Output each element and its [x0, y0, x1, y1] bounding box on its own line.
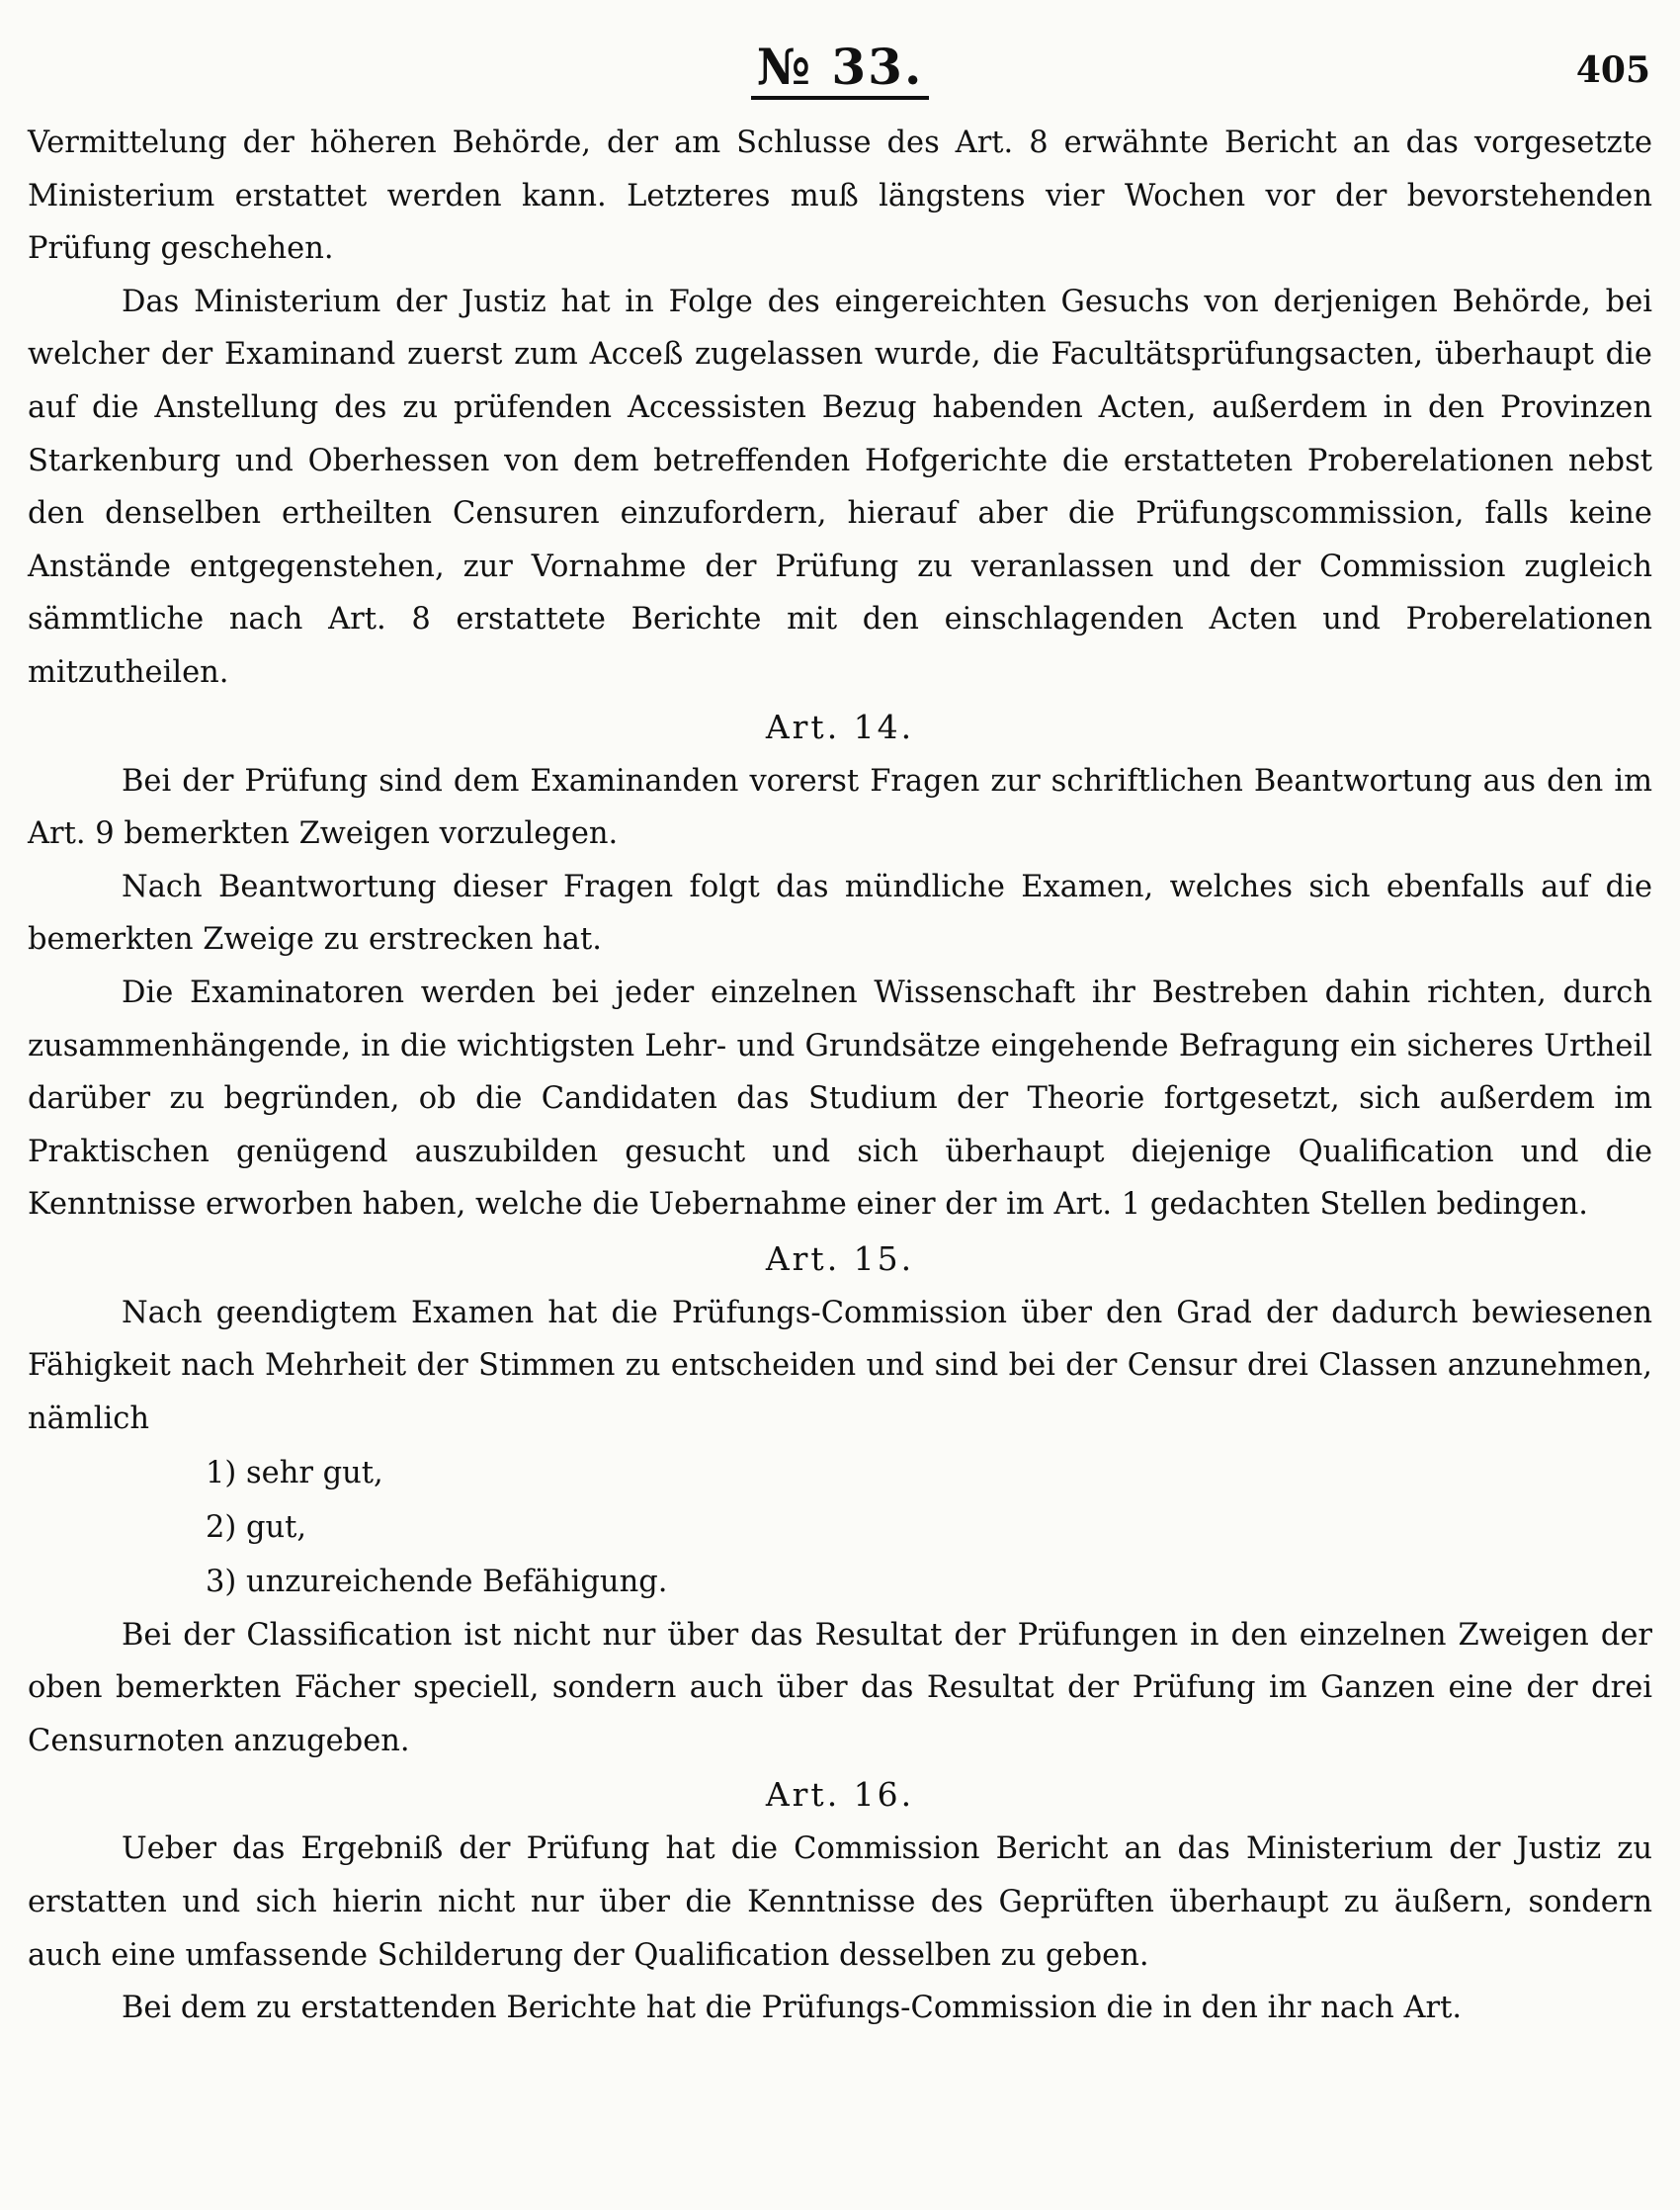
list-item: 2) gut, — [206, 1509, 307, 1545]
article-heading: Art. 15. — [765, 1238, 915, 1278]
page-number: 405 — [1575, 49, 1650, 91]
paragraph: Bei der Classification ist nicht nur über das Resultat der Prüfungen in den einzelnen Zweigen der oben bemerkten Fächer speciell, sondern auch über das Resultat der Prüfung im Ganzen eine der drei Censurnoten anzugeben. — [28, 1617, 1652, 1758]
paragraph: Das Ministerium der Justiz hat in Folge des eingereichten Gesuchs von derjenigen Behörde, bei welcher der Examinand zuerst zum Acceß zugelassen wurde, die Facultätsprüfungsacten, überhaupt die auf die Anstellung des zu prüfenden Accessisten Bezug habenden Acten, außerdem in den Provinzen Starkenburg und Oberhessen von dem betreffenden Hofgerichte die erstatteten Proberelationen nebst den denselben ertheilten Censuren einzufordern, hierauf aber die Prüfungscommission, falls keine Anstände entgegenstehen, zur Vornahme der Prüfung zu veranlassen und der Commission zugleich sämmtliche nach Art. 8 erstattete Berichte mit den einschlagenden Acten und Proberelationen mitzutheilen. — [28, 284, 1652, 690]
page-header — [28, 0, 1652, 117]
paragraph: Nach geendigtem Examen hat die Prüfungs-Commission über den Grad der dadurch bewiesenen Fähigkeit nach Mehrheit der Stimmen zu entscheiden und sind bei der Censur drei Classen anzunehmen, nämlich — [28, 1295, 1652, 1437]
paragraph: Die Examinatoren werden bei jeder einzelnen Wissenschaft ihr Bestreben dahin richten, durch zusammenhängende, in die wichtigsten Lehr- und Grundsätze eingehende Befragung ein sicheres Urtheil darüber zu begründen, ob die Candidaten das Studium der Theorie fortgesetzt, sich außerdem im Praktischen genügend auszubilden gesucht und sich überhaupt diejenige Qualification und die Kenntnisse erworben haben, welche die Uebernahme einer der im Art. 1 gedachten Stellen bedingen. — [28, 975, 1652, 1223]
article-heading: Art. 16. — [765, 1775, 915, 1815]
issue-number: № 33. — [28, 38, 1652, 96]
paragraph: Bei dem zu erstattenden Berichte hat die Prüfungs-Commission die in den ihr nach Art. — [122, 1991, 1463, 2026]
paragraph: Bei der Prüfung sind dem Examinanden vorerst Fragen zur schriftlichen Beantwortung aus den im Art. 9 bemerkten Zweigen vorzulegen. — [28, 763, 1652, 852]
article-heading: Art. 14. — [765, 707, 915, 746]
list-item: 1) sehr gut, — [206, 1455, 383, 1490]
paragraph: Vermittelung der höheren Behörde, der am Schlusse des Art. 8 erwähnte Bericht an das vorgesetzte Ministerium erstattet werden kann. Letzteres muß längstens vier Wochen vor der bevorstehenden Prüfung geschehen. — [28, 126, 1652, 267]
paragraph: Ueber das Ergebniß der Prüfung hat die Commission Bericht an das Ministerium der Justiz zu erstatten und sich hierin nicht nur über die Kenntnisse des Geprüften überhaupt zu äußern, sondern auch eine umfassende Schilderung der Qualification desselben zu geben. — [28, 1831, 1652, 1973]
document-body — [28, 117, 1652, 2035]
list-item: 3) unzureichende Befähigung. — [206, 1564, 668, 1599]
paragraph: Nach Beantwortung dieser Fragen folgt das mündliche Examen, welches sich ebenfalls auf die bemerkten Zweige zu erstrecken hat. — [28, 869, 1652, 958]
